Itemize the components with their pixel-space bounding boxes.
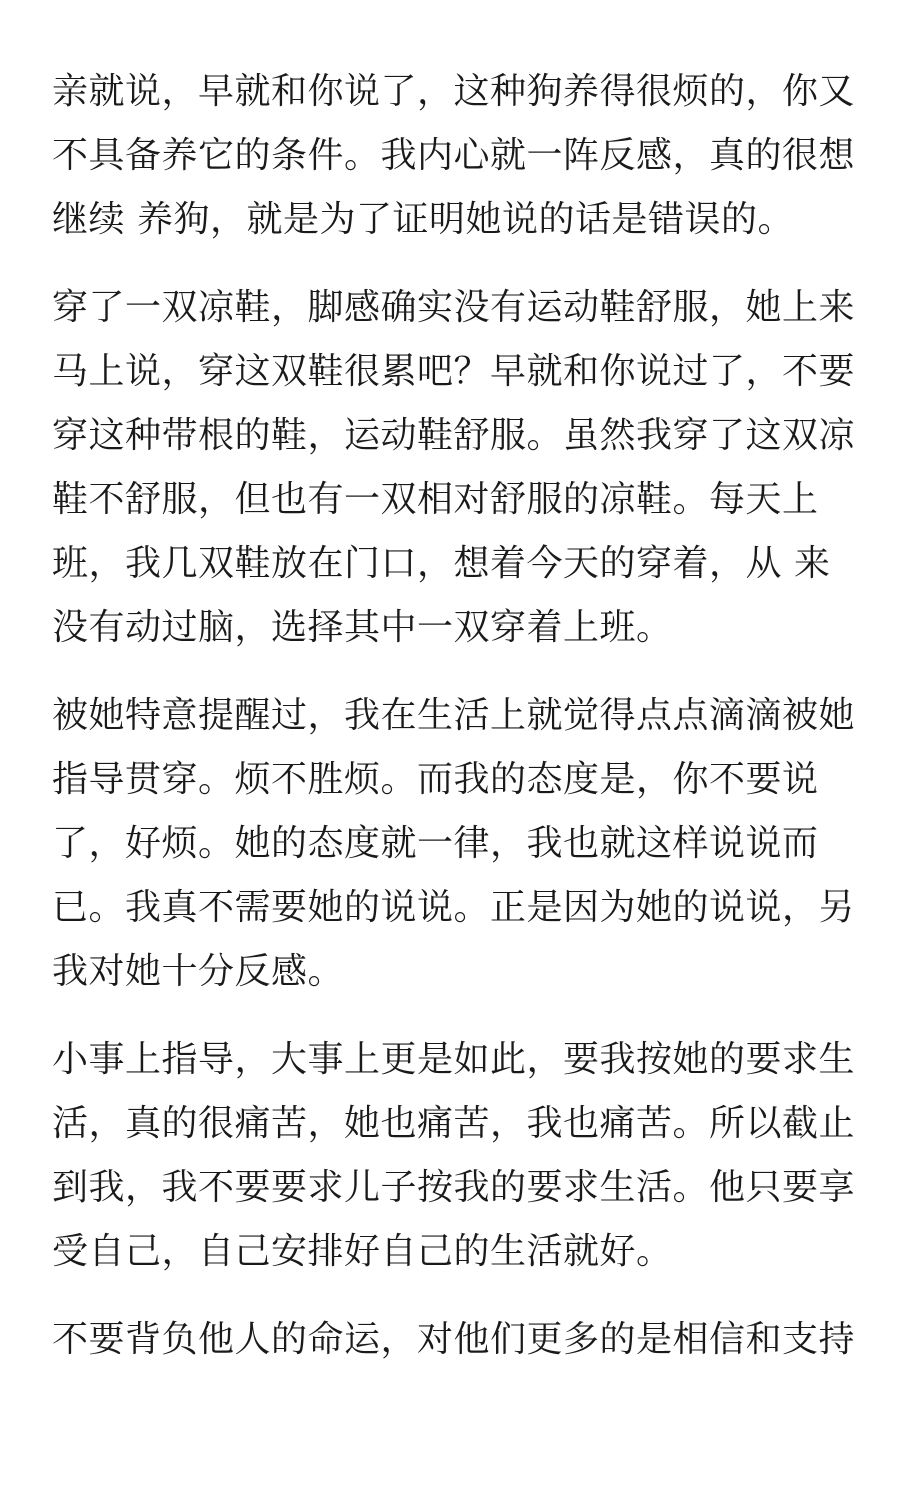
text-line: 了，好烦。她的态度就一律，我也就这样说说而 <box>52 823 819 864</box>
paragraph-1 <box>52 60 856 252</box>
text-line: 不具备养它的条件。我内心就一阵反感，真的很想 <box>52 135 856 176</box>
text-line: 指导贯穿。烦不胜烦。而我的态度是，你不要说 <box>52 759 819 800</box>
text-line: 到我，我不要要求儿子按我的要求生活。他只要享 <box>52 1167 856 1208</box>
text-line: 没有动过脑，选择其中一双穿着上班。 <box>52 607 673 648</box>
text-line: 穿这种带根的鞋，运动鞋舒服。虽然我穿了这双凉 <box>52 415 856 456</box>
paragraph-5 <box>52 1308 856 1372</box>
text-line: 活，真的很痛苦，她也痛苦，我也痛苦。所以截止 <box>52 1103 856 1144</box>
text-line: 我对她十分反感。 <box>52 951 345 992</box>
paragraph-4 <box>52 1028 856 1284</box>
text-line: 被她特意提醒过，我在生活上就觉得点点滴滴被她 <box>52 695 856 736</box>
paragraph-2 <box>52 276 856 660</box>
text-line: 班，我几双鞋放在门口，想着今天的穿着，从 来 <box>52 543 831 584</box>
text-line: 鞋不舒服，但也有一双相对舒服的凉鞋。每天上 <box>52 479 819 520</box>
paragraph-3 <box>52 684 856 1004</box>
text-line: 不要背负他人的命运，对他们更多的是相信和支持 <box>52 1319 856 1360</box>
text-line: 小事上指导，大事上更是如此，要我按她的要求生 <box>52 1039 856 1080</box>
text-line: 穿了一双凉鞋，脚感确实没有运动鞋舒服，她上来 <box>52 287 856 328</box>
text-line: 受自己，自己安排好自己的生活就好。 <box>52 1231 673 1272</box>
text-line: 马上说，穿这双鞋很累吧？早就和你说过了，不要 <box>52 351 856 392</box>
text-line: 亲就说，早就和你说了，这种狗养得很烦的，你又 <box>52 71 856 112</box>
article-body <box>52 60 856 1396</box>
text-line: 已。我真不需要她的说说。正是因为她的说说，另 <box>52 887 856 928</box>
text-line: 继续 养狗，就是为了证明她说的话是错误的。 <box>52 199 794 240</box>
